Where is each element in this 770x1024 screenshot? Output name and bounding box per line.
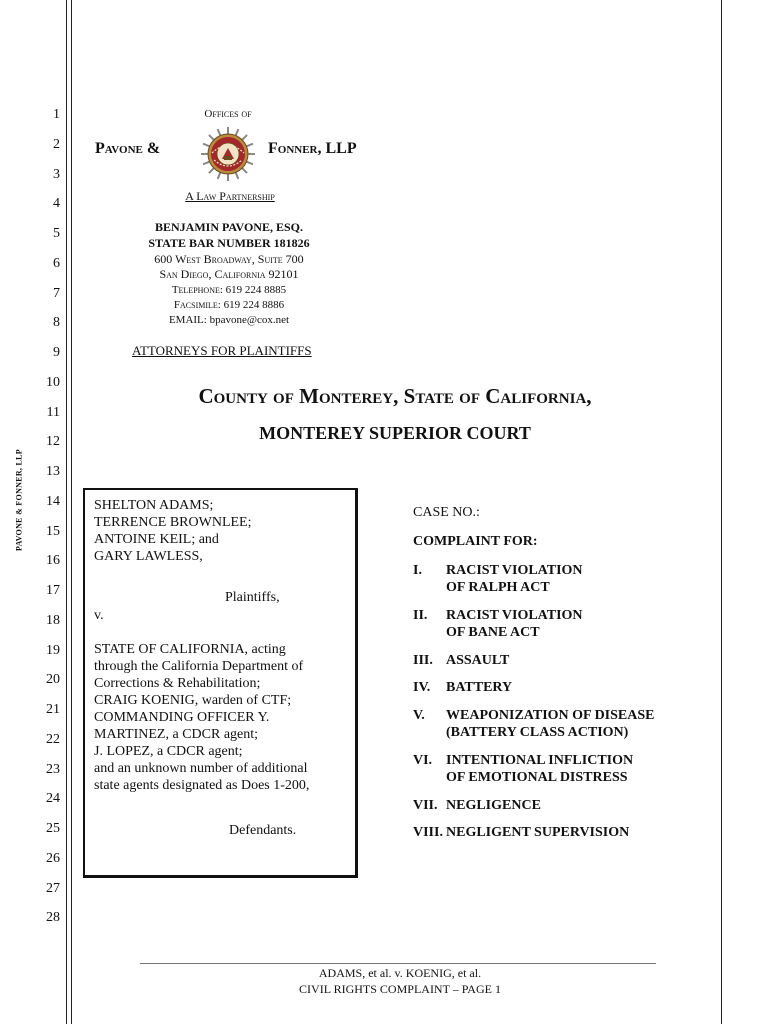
line-number: 3 xyxy=(53,166,60,182)
line-number: 12 xyxy=(46,434,60,450)
seal-ray xyxy=(246,162,252,165)
bar-number: STATE BAR NUMBER 181826 xyxy=(148,236,310,250)
line-number: 9 xyxy=(53,345,60,360)
email: EMAIL: bpavone@cox.net xyxy=(168,314,290,326)
defendant-line: and an unknown number of additional xyxy=(94,761,308,776)
line-number: 1 xyxy=(53,107,60,122)
line-number: 8 xyxy=(53,315,60,331)
line-number: 22 xyxy=(46,731,60,747)
partnership-label: A Law Partnership xyxy=(185,189,275,203)
address-line-2: San Diego, California 92101 xyxy=(159,267,299,281)
plaintiff-line: GARY LAWLESS, xyxy=(94,549,203,564)
court-title: County of Monterey, State of California, xyxy=(198,384,592,408)
line-number: 7 xyxy=(53,285,60,301)
claim-title xyxy=(446,752,633,786)
line-number: 27 xyxy=(46,880,60,896)
complaint-for-label: COMPLAINT FOR: xyxy=(413,534,538,549)
claim-title xyxy=(446,707,654,741)
claim-number: III. xyxy=(413,653,433,668)
plaintiff-line: ANTOINE KEIL; and xyxy=(94,532,219,547)
plaintiff-line: SHELTON ADAMS; xyxy=(94,498,214,513)
facsimile: Facsimile: 619 224 8886 xyxy=(173,299,285,311)
seal-ray xyxy=(242,135,247,140)
defendants-label: Defendants. xyxy=(229,823,297,838)
line-number: 17 xyxy=(46,583,60,598)
claim-title-line: OF BANE ACT xyxy=(446,625,540,640)
defendant-line: through the California Department of xyxy=(94,659,304,674)
seal-ray xyxy=(218,172,221,178)
claim-title-line: RACIST VIOLATION xyxy=(446,608,583,623)
line-number: 23 xyxy=(46,761,60,777)
seal-ray xyxy=(203,162,209,165)
line-number: 6 xyxy=(53,255,60,271)
seal-ray xyxy=(242,168,247,173)
seal-ray xyxy=(203,144,209,147)
claim-title-line: INTENTIONAL INFLICTION xyxy=(446,753,634,768)
claim-title xyxy=(446,562,583,596)
line-number: 21 xyxy=(46,702,60,717)
firm-name-left: Pavone & xyxy=(95,140,161,157)
firm-seal-logo xyxy=(198,126,258,182)
line-number: 25 xyxy=(46,821,60,836)
defendant-line: COMMANDING OFFICER Y. xyxy=(94,710,270,725)
defendant-line: state agents designated as Does 1-200, xyxy=(94,778,310,793)
line-number: 24 xyxy=(46,791,60,807)
plaintiffs-list xyxy=(94,497,252,565)
right-margin-rule xyxy=(721,0,722,1024)
claim-title-line: BATTERY xyxy=(446,680,513,695)
seal-ray xyxy=(218,129,221,135)
claim-number: VI. xyxy=(413,753,433,768)
line-number: 19 xyxy=(46,642,60,658)
defendant-line: CRAIG KOENIG, warden of CTF; xyxy=(94,693,292,708)
defendant-line: J. LOPEZ, a CDCR agent; xyxy=(94,744,243,759)
seal-ray xyxy=(246,144,252,147)
telephone: Telephone: 619 224 8885 xyxy=(171,284,287,296)
claim-title-line: NEGLIGENT SUPERVISION xyxy=(446,825,630,840)
line-number: 10 xyxy=(46,374,60,390)
line-number: 20 xyxy=(46,672,60,688)
line-number: 11 xyxy=(46,404,60,420)
court-subtitle: MONTEREY SUPERIOR COURT xyxy=(259,423,531,443)
claim-title-line: (BATTERY CLASS ACTION) xyxy=(446,725,629,740)
claim-title-line: WEAPONIZATION OF DISEASE xyxy=(446,708,655,723)
attorney-name: BENJAMIN PAVONE, ESQ. xyxy=(154,220,303,234)
line-number: 15 xyxy=(46,523,60,539)
defendants-list xyxy=(94,641,309,794)
claim-title-line: NEGLIGENCE xyxy=(446,798,541,813)
attorneys-for-label: ATTORNEYS FOR PLAINTIFFS xyxy=(132,343,312,358)
defendant-line: STATE OF CALIFORNIA, acting xyxy=(94,642,286,657)
footer-case-caption: ADAMS, et al. v. KOENIG, et al. xyxy=(318,966,482,980)
line-number: 28 xyxy=(46,910,60,926)
claim-number: II. xyxy=(413,608,428,623)
line-number: 26 xyxy=(46,850,60,866)
defendant-line: Corrections & Rehabilitation; xyxy=(94,676,261,691)
seal-ray xyxy=(209,135,214,140)
claim-title xyxy=(446,824,629,841)
line-number: 16 xyxy=(46,553,60,569)
versus-label: v. xyxy=(94,608,104,623)
claim-title-line: OF EMOTIONAL DISTRESS xyxy=(446,770,628,785)
line-number: 5 xyxy=(53,226,60,241)
claim-number: V. xyxy=(413,708,425,723)
seal-ray xyxy=(236,172,239,178)
offices-of-label: Offices of xyxy=(204,108,252,120)
line-number: 14 xyxy=(46,493,60,509)
defendant-line: MARTINEZ, a CDCR agent; xyxy=(94,727,259,742)
plaintiff-line: TERRENCE BROWNLEE; xyxy=(94,515,252,530)
left-margin-rule-inner xyxy=(71,0,72,1024)
claim-title xyxy=(446,607,583,641)
seal-ray xyxy=(209,168,214,173)
firm-name-right: Fonner, LLP xyxy=(268,140,357,157)
claim-title-line: OF RALPH ACT xyxy=(446,580,550,595)
line-number: 4 xyxy=(53,196,60,212)
claim-title xyxy=(446,679,512,696)
claim-number: I. xyxy=(413,563,422,578)
claim-number: IV. xyxy=(413,680,431,695)
claim-title-line: ASSAULT xyxy=(446,653,510,668)
claim-number: VIII. xyxy=(413,825,443,840)
address-line-1: 600 West Broadway, Suite 700 xyxy=(154,252,304,266)
case-number-label: CASE NO.: xyxy=(413,505,480,520)
line-number: 18 xyxy=(46,612,60,628)
seal-ray xyxy=(236,129,239,135)
claim-title-line: RACIST VIOLATION xyxy=(446,563,583,578)
line-number: 13 xyxy=(46,464,60,479)
claim-number: VII. xyxy=(413,798,438,813)
claim-title xyxy=(446,652,509,669)
plaintiffs-label: Plaintiffs, xyxy=(225,590,280,605)
claim-title xyxy=(446,797,541,814)
left-margin-rule-outer xyxy=(66,0,67,1024)
line-number: 2 xyxy=(53,136,60,152)
footer-rule xyxy=(140,963,656,964)
side-firm-label: PAVONE & FONNER, LLP xyxy=(14,449,24,551)
footer-page-label: CIVIL RIGHTS COMPLAINT – PAGE 1 xyxy=(299,982,501,996)
